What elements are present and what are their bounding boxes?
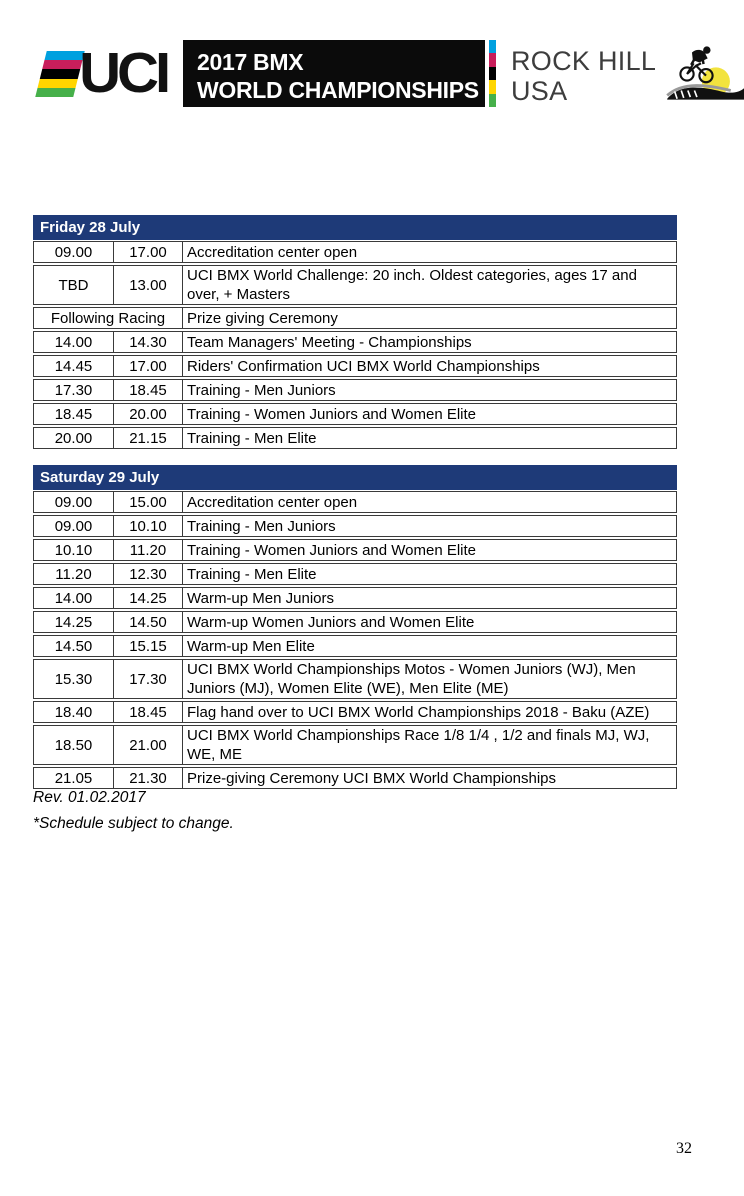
start-time-cell: 15.30	[33, 659, 113, 699]
start-time-cell: 14.00	[33, 331, 113, 353]
end-time-cell: 15.15	[113, 635, 182, 657]
event-cell: Training - Men Juniors	[182, 379, 677, 401]
end-time-cell: 13.00	[113, 265, 182, 305]
schedule-change-note: *Schedule subject to change.	[33, 815, 234, 832]
rainbow-separator-bar	[489, 40, 496, 107]
end-time-cell: 15.00	[113, 491, 182, 513]
uci-rainbow-stripes-icon	[35, 51, 84, 97]
schedule-table-friday	[33, 215, 677, 451]
start-time-cell: 09.00	[33, 241, 113, 263]
time-range-cell: Following Racing	[33, 307, 182, 329]
start-time-cell: 11.20	[33, 563, 113, 585]
event-cell: Accreditation center open	[182, 241, 677, 263]
table-row	[33, 725, 677, 765]
event-header-band	[33, 40, 695, 107]
revision-note	[33, 785, 234, 837]
event-cell: UCI BMX World Championships Motos - Women Juniors (WJ), Men Juniors (MJ), Women Elite (WE), Men Elite (ME)	[182, 659, 677, 699]
day-header-friday: Friday 28 July	[33, 215, 677, 240]
table-row	[33, 563, 677, 585]
end-time-cell: 18.45	[113, 379, 182, 401]
table-row	[33, 659, 677, 699]
end-time-cell: 14.50	[113, 611, 182, 633]
event-location	[511, 40, 656, 107]
revision-date: Rev. 01.02.2017	[33, 789, 146, 806]
table-row	[33, 241, 677, 263]
table-row	[33, 539, 677, 561]
end-time-cell: 14.25	[113, 587, 182, 609]
event-cell: Training - Men Juniors	[182, 515, 677, 537]
event-cell: Warm-up Men Elite	[182, 635, 677, 657]
event-cell: Prize-giving Ceremony UCI BMX World Championships	[182, 767, 677, 789]
event-title-line1: 2017 BMX	[197, 49, 304, 75]
table-row	[33, 611, 677, 633]
event-location-line2: USA	[511, 75, 568, 106]
start-time-cell: 09.00	[33, 491, 113, 513]
start-time-cell: TBD	[33, 265, 113, 305]
end-time-cell: 21.00	[113, 725, 182, 765]
event-title-box	[183, 40, 485, 107]
end-time-cell: 17.00	[113, 355, 182, 377]
event-cell: Riders' Confirmation UCI BMX World Championships	[182, 355, 677, 377]
table-row	[33, 331, 677, 353]
table-row	[33, 515, 677, 537]
table-row	[33, 635, 677, 657]
day-header-saturday: Saturday 29 July	[33, 465, 677, 490]
end-time-cell: 18.45	[113, 701, 182, 723]
table-row	[33, 403, 677, 425]
event-title-line2: WORLD CHAMPIONSHIPS	[197, 77, 479, 104]
table-row	[33, 491, 677, 513]
start-time-cell: 18.40	[33, 701, 113, 723]
start-time-cell: 21.05	[33, 767, 113, 789]
end-time-cell: 20.00	[113, 403, 182, 425]
event-cell: Accreditation center open	[182, 491, 677, 513]
event-location-line1: ROCK HILL	[511, 46, 657, 76]
end-time-cell: 11.20	[113, 539, 182, 561]
start-time-cell: 18.45	[33, 403, 113, 425]
event-cell: Warm-up Women Juniors and Women Elite	[182, 611, 677, 633]
table-row	[33, 587, 677, 609]
event-cell: Prize giving Ceremony	[182, 307, 677, 329]
start-time-cell: 10.10	[33, 539, 113, 561]
end-time-cell: 17.30	[113, 659, 182, 699]
start-time-cell: 18.50	[33, 725, 113, 765]
event-cell: Warm-up Men Juniors	[182, 587, 677, 609]
page-number: 32	[676, 1140, 692, 1157]
start-time-cell: 14.00	[33, 587, 113, 609]
end-time-cell: 12.30	[113, 563, 182, 585]
event-cell: Training - Men Elite	[182, 563, 677, 585]
friday-schedule	[33, 239, 677, 451]
end-time-cell: 17.00	[113, 241, 182, 263]
uci-logo	[33, 40, 183, 107]
start-time-cell: 14.45	[33, 355, 113, 377]
table-row	[33, 265, 677, 305]
uci-logo-text: UCI	[79, 40, 168, 105]
event-cell: Training - Women Juniors and Women Elite	[182, 539, 677, 561]
event-cell: Training - Women Juniors and Women Elite	[182, 403, 677, 425]
end-time-cell: 10.10	[113, 515, 182, 537]
event-cell: UCI BMX World Challenge: 20 inch. Oldest categories, ages 17 and over, + Masters	[182, 265, 677, 305]
start-time-cell: 20.00	[33, 427, 113, 449]
start-time-cell: 14.25	[33, 611, 113, 633]
end-time-cell: 14.30	[113, 331, 182, 353]
event-cell: Flag hand over to UCI BMX World Championships 2018 - Baku (AZE)	[182, 701, 677, 723]
end-time-cell: 21.30	[113, 767, 182, 789]
start-time-cell: 14.50	[33, 635, 113, 657]
start-time-cell: 09.00	[33, 515, 113, 537]
bmx-rider-ramp-icon	[664, 40, 744, 107]
start-time-cell: 17.30	[33, 379, 113, 401]
event-cell: Team Managers' Meeting - Championships	[182, 331, 677, 353]
table-row	[33, 379, 677, 401]
event-cell: UCI BMX World Championships Race 1/8 1/4 , 1/2 and finals MJ, WJ, WE, ME	[182, 725, 677, 765]
schedule-table-saturday	[33, 465, 677, 791]
table-row	[33, 701, 677, 723]
table-row	[33, 355, 677, 377]
event-cell: Training - Men Elite	[182, 427, 677, 449]
end-time-cell: 21.15	[113, 427, 182, 449]
table-row	[33, 307, 677, 329]
saturday-schedule	[33, 489, 677, 791]
table-row	[33, 427, 677, 449]
